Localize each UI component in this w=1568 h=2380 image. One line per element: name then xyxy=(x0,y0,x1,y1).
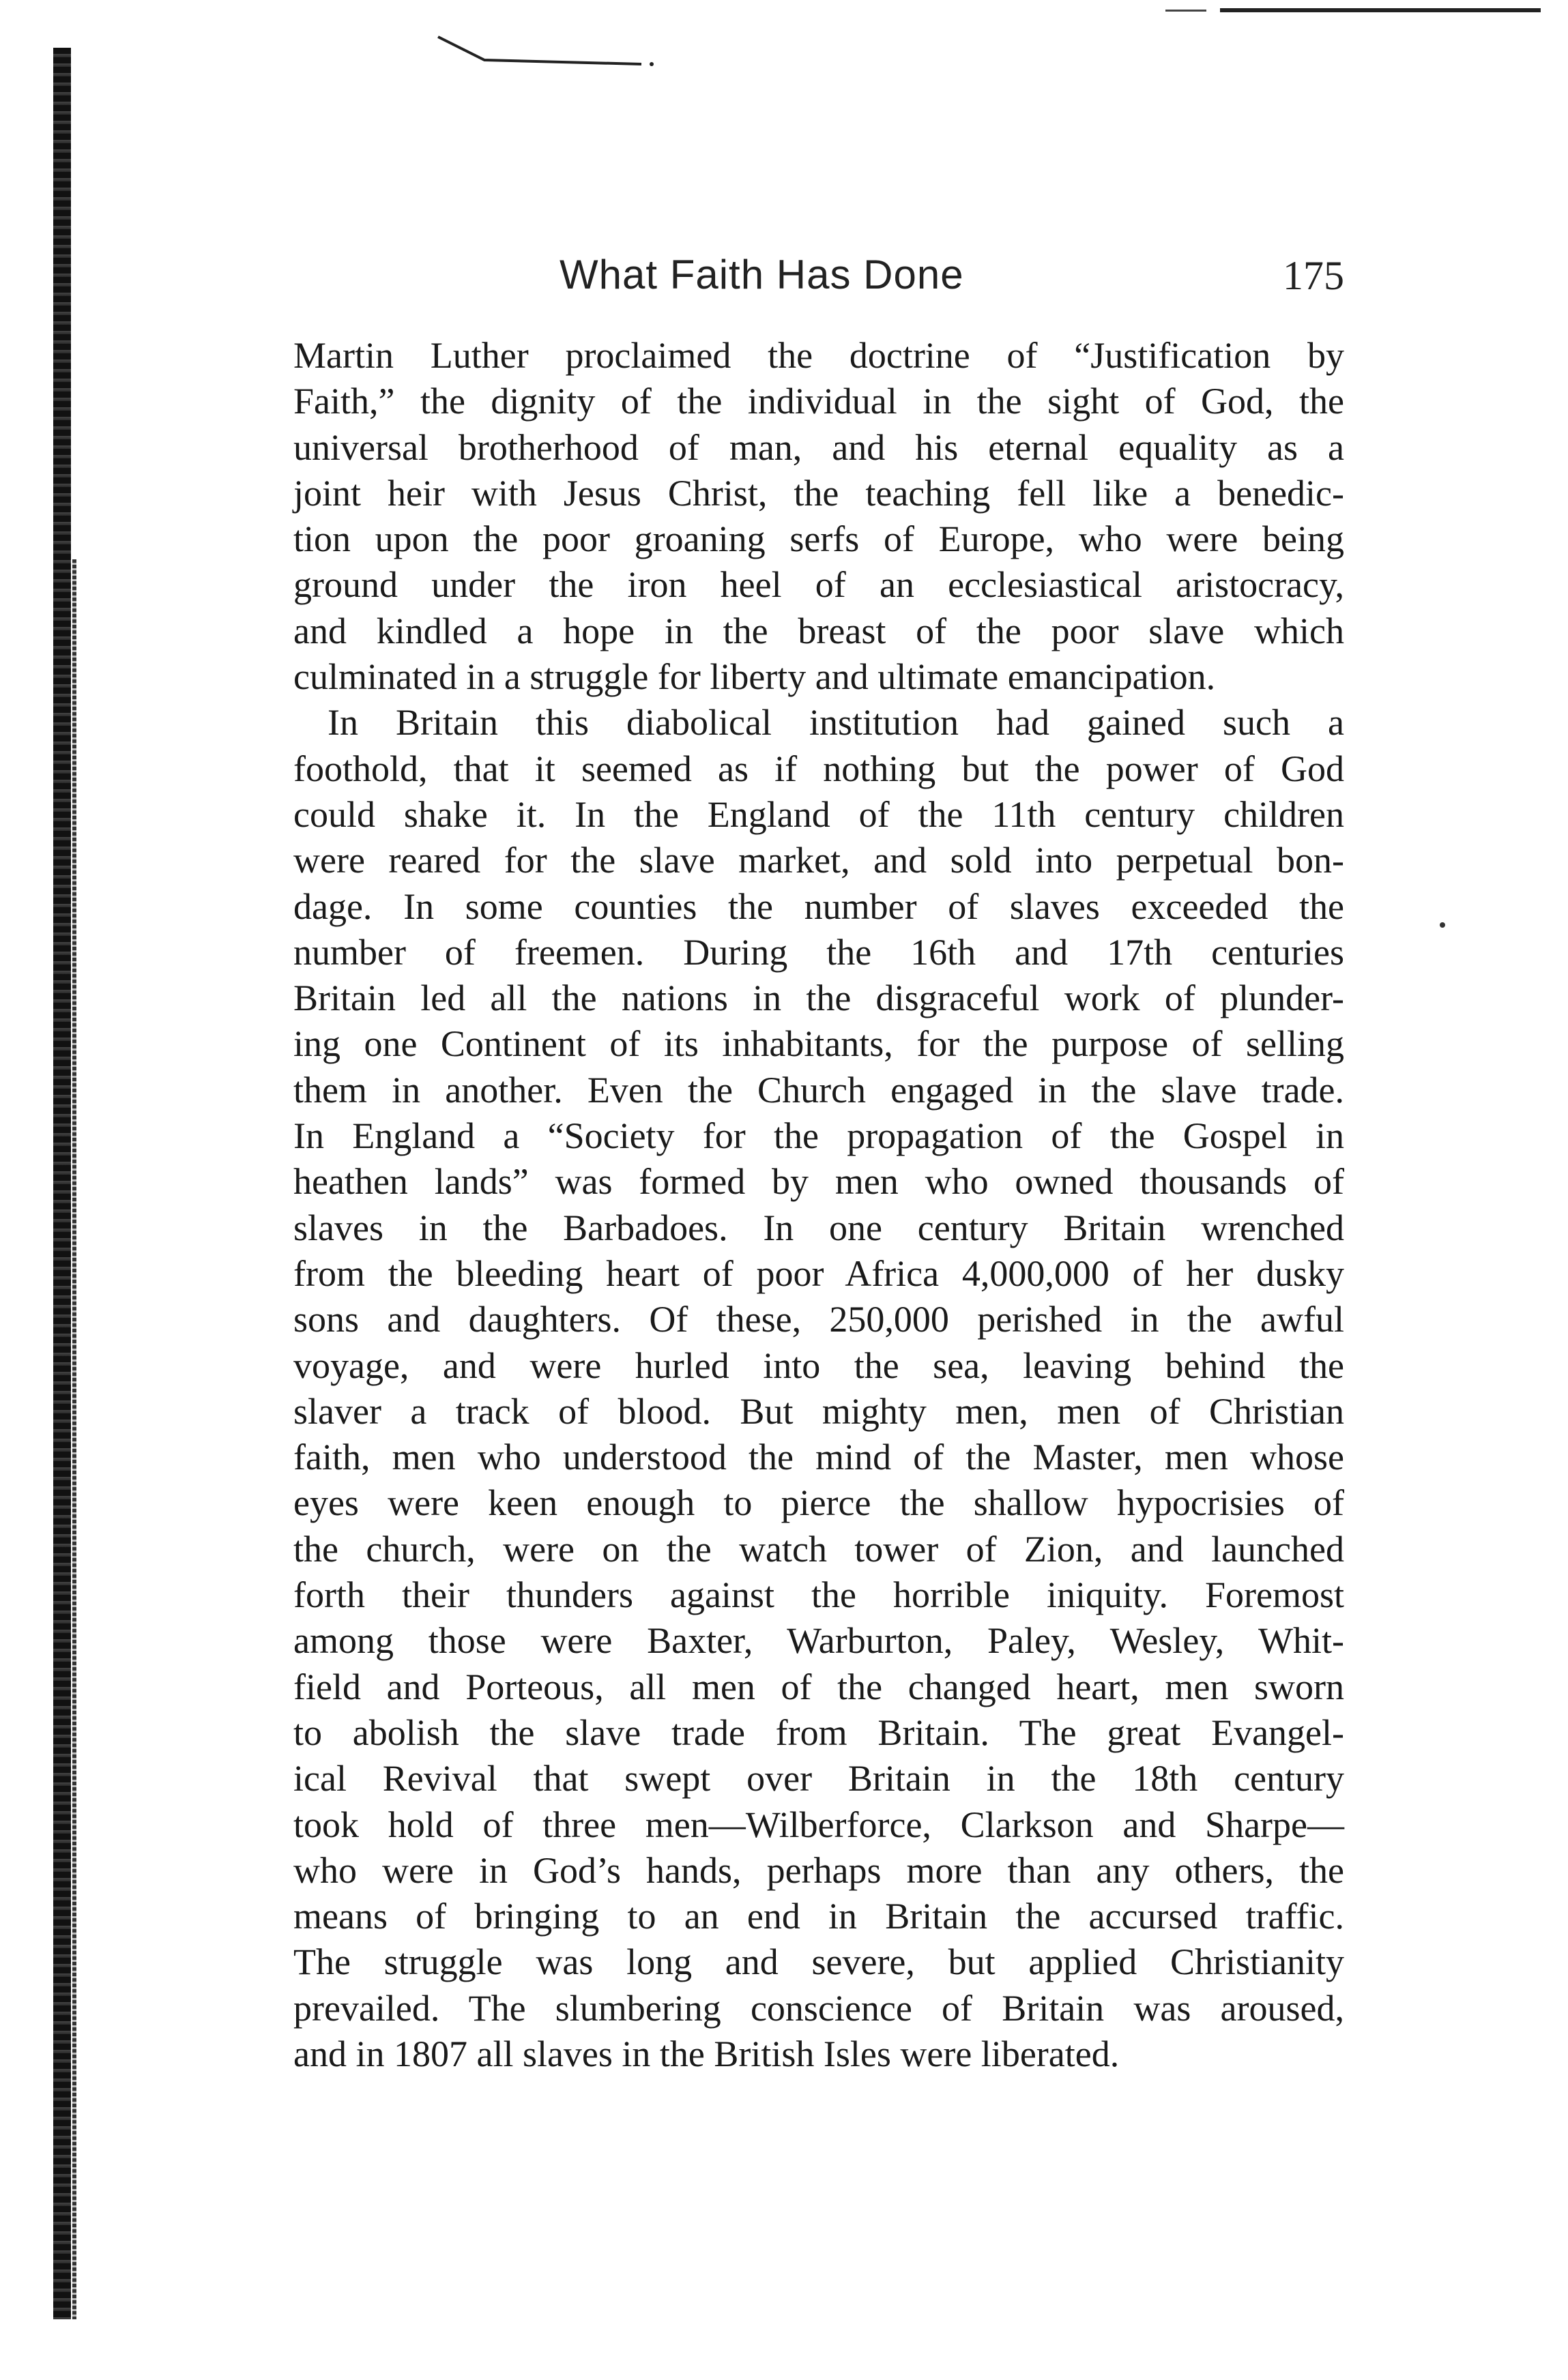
text-line: ing one Continent of its inhabitants, for the purpose of selling xyxy=(293,1023,1344,1065)
scan-speck xyxy=(1440,922,1445,928)
text-line: took hold of three men—Wilberforce, Clarkson and Sharpe— xyxy=(293,1804,1344,1845)
text-line: means of bringing to an end in Britain the accursed traffic. xyxy=(293,1896,1344,1937)
text-line: eyes were keen enough to pierce the shallow hypocrisies of xyxy=(293,1482,1344,1524)
text-line: who were in God’s hands, perhaps more than any others, the xyxy=(293,1849,1344,1891)
text-line: could shake it. In the England of the 11th century children xyxy=(293,793,1344,835)
text-line: them in another. Even the Church engaged in the slave trade. xyxy=(293,1069,1344,1111)
running-title: What Faith Has Done xyxy=(560,252,964,297)
text-line: forth their thunders against the horrible iniquity. Foremost xyxy=(293,1574,1344,1616)
text-line: universal brotherhood of man, and his eternal equality as a xyxy=(293,426,1344,468)
text-line: faith, men who understood the mind of the Master, men whose xyxy=(293,1437,1344,1478)
text-line: culminated in a struggle for liberty and ultimate emancipation. xyxy=(293,656,1216,698)
text-line: dage. In some counties the number of slaves exceeded the xyxy=(293,885,1344,927)
text-line: In Britain this diabolical institution had gained such a xyxy=(328,702,1344,744)
text-line: from the bleeding heart of poor Africa 4,000,000 of her dusky xyxy=(293,1252,1344,1294)
text-line: heathen lands” was formed by men who owned thousands of xyxy=(293,1161,1344,1203)
text-line: and kindled a hope in the breast of the poor slave which xyxy=(293,610,1344,651)
text-line: Faith,” the dignity of the individual in the sight of God, the xyxy=(293,381,1344,422)
text-line: tion upon the poor groaning serfs of Europe, who were being xyxy=(293,518,1344,560)
text-line: among those were Baxter, Warburton, Paley, Wesley, Whit- xyxy=(293,1620,1344,1662)
running-head xyxy=(293,251,1344,306)
text-line: Britain led all the nations in the disgraceful work of plunder- xyxy=(293,978,1344,1019)
text-line: In England a “Society for the propagation of the Gospel in xyxy=(293,1115,1344,1157)
scan-binding-edge xyxy=(53,48,71,2319)
text-line: prevailed. The slumbering conscience of Britain was aroused, xyxy=(293,1987,1344,2029)
text-line: were reared for the slave market, and sold into perpetual bon- xyxy=(293,840,1344,881)
text-line: ical Revival that swept over Britain in the 18th century xyxy=(293,1758,1344,1799)
scan-binding-shadow xyxy=(72,559,76,2319)
text-line: slaves in the Barbadoes. In one century Britain wrenched xyxy=(293,1207,1344,1248)
text-line: Martin Luther proclaimed the doctrine of “Justification by xyxy=(293,335,1344,376)
text-line: field and Porteous, all men of the changed heart, men sworn xyxy=(293,1666,1344,1707)
text-line: voyage, and were hurled into the sea, leaving behind the xyxy=(293,1345,1344,1386)
text-line: The struggle was long and severe, but applied Christianity xyxy=(293,1941,1344,1983)
scan-top-rule xyxy=(1220,8,1541,12)
text-line: slaver a track of blood. But mighty men, men of Christian xyxy=(293,1390,1344,1432)
text-line: to abolish the slave trade from Britain. The great Evangel- xyxy=(293,1711,1344,1753)
page-number: 175 xyxy=(1283,253,1344,298)
scan-top-rule-fragment xyxy=(1165,10,1206,12)
text-line: foothold, that it seemed as if nothing but the power of God xyxy=(293,748,1344,789)
body-text xyxy=(293,333,1344,2077)
text-line: sons and daughters. Of these, 250,000 perished in the awful xyxy=(293,1299,1344,1340)
text-line: and in 1807 all slaves in the British Isles were liberated. xyxy=(293,2033,1120,2074)
text-line: the church, were on the watch tower of Zion, and launched xyxy=(293,1528,1344,1570)
scan-pen-mark xyxy=(437,34,655,68)
text-line: number of freemen. During the 16th and 17th centuries xyxy=(293,931,1344,973)
text-line: ground under the iron heel of an ecclesiastical aristocracy, xyxy=(293,564,1344,606)
text-line: joint heir with Jesus Christ, the teaching fell like a benedic- xyxy=(293,472,1344,514)
